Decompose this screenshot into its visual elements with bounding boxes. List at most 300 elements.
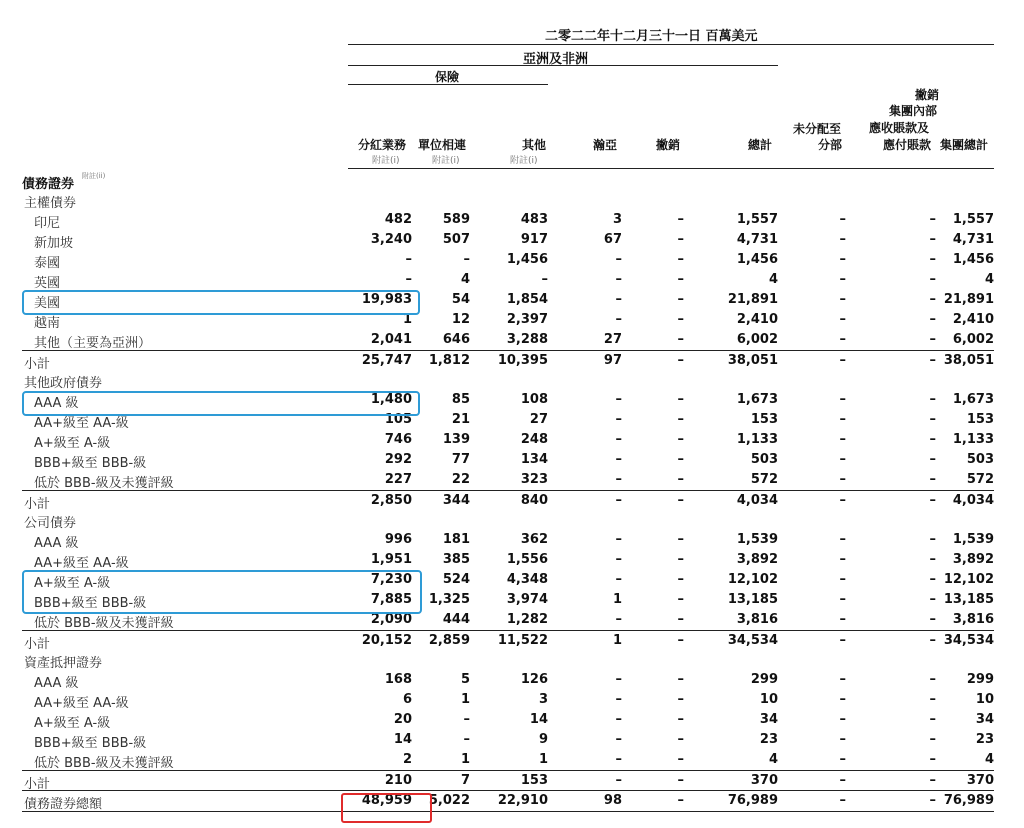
cell-col-0: 19,983	[361, 292, 412, 307]
row-label: AAA 級	[34, 396, 79, 411]
cell-col-8: 3,816	[952, 612, 994, 627]
cell-col-4: –	[677, 732, 684, 747]
cell-col-8: 34,534	[943, 633, 994, 648]
row-label: A+級至 A-級	[34, 576, 111, 591]
cell-col-8: 23	[975, 732, 994, 747]
cell-col-8: 153	[966, 412, 994, 427]
cell-col-1: 1,325	[428, 592, 470, 607]
cell-col-4: –	[677, 432, 684, 447]
row-label: BBB+級至 BBB-級	[34, 736, 147, 751]
cell-col-2: 11,522	[497, 633, 548, 648]
cell-col-4: –	[677, 672, 684, 687]
cell-col-5: 21,891	[727, 292, 778, 307]
table-row	[0, 550, 1024, 570]
cell-col-1: 4	[460, 272, 470, 287]
highlight-corporate-a-bbb	[22, 570, 422, 614]
cell-col-1: –	[463, 732, 470, 747]
table-row	[0, 470, 1024, 490]
cell-col-8: 1,456	[952, 252, 994, 267]
col-header-unallocated-l2: 分部	[818, 138, 843, 152]
cell-col-4: –	[677, 412, 684, 427]
cell-col-7: –	[929, 252, 936, 267]
cell-col-6: –	[839, 633, 846, 648]
highlight-us-participating	[22, 290, 420, 315]
cell-col-8: 21,891	[943, 292, 994, 307]
cell-col-4: –	[677, 292, 684, 307]
cell-col-3: –	[615, 773, 622, 788]
cell-col-6: –	[839, 332, 846, 347]
table-row	[0, 330, 1024, 350]
row-label: AA+級至 AA-級	[34, 556, 129, 571]
cell-col-8: 1,673	[952, 392, 994, 407]
cell-col-5: 23	[759, 732, 778, 747]
cell-col-6: –	[839, 392, 846, 407]
col-header-unit-linked: 單位相連	[418, 138, 467, 152]
cell-col-5: 153	[750, 412, 778, 427]
table-row	[0, 690, 1024, 710]
cell-col-6: –	[839, 592, 846, 607]
cell-col-1: 589	[442, 212, 470, 227]
cell-col-6: –	[839, 232, 846, 247]
cell-col-6: –	[839, 252, 846, 267]
section-row	[0, 510, 1024, 530]
col-header-total: 總計	[748, 138, 773, 152]
cell-col-4: –	[677, 353, 684, 368]
cell-col-6: –	[839, 272, 846, 287]
cell-col-3: –	[615, 732, 622, 747]
cell-col-4: –	[677, 612, 684, 627]
cell-col-4: –	[677, 332, 684, 347]
cell-col-7: –	[929, 793, 936, 808]
cell-col-7: –	[929, 332, 936, 347]
row-label: 印尼	[34, 216, 61, 231]
cell-col-1: 646	[442, 332, 470, 347]
cell-col-3: –	[615, 472, 622, 487]
cell-col-7: –	[929, 232, 936, 247]
cell-col-3: 3	[612, 212, 622, 227]
row-label: 債務證券總額	[24, 797, 103, 812]
cell-col-5: 34	[759, 712, 778, 727]
cell-col-8: 38,051	[943, 353, 994, 368]
cell-col-7: –	[929, 532, 936, 547]
cell-col-5: 2,410	[736, 312, 778, 327]
col-header-group-total: 集團總計	[940, 138, 989, 152]
cell-col-2: 14	[529, 712, 548, 727]
cell-col-1: 7	[460, 773, 470, 788]
cell-col-3: 1	[612, 592, 622, 607]
section-row	[0, 190, 1024, 210]
cell-col-2: 1,854	[506, 292, 548, 307]
cell-col-7: –	[929, 732, 936, 747]
cell-col-2: 108	[520, 392, 548, 407]
cell-col-0: 2,041	[370, 332, 412, 347]
cell-col-2: 126	[520, 672, 548, 687]
table-top-title: 二零二二年十二月三十一日 百萬美元	[545, 29, 758, 44]
cell-col-6: –	[839, 692, 846, 707]
cell-col-7: –	[929, 212, 936, 227]
cell-col-5: 13,185	[727, 592, 778, 607]
row-label: 小計	[24, 777, 51, 792]
cell-col-5: 4,034	[736, 493, 778, 508]
cell-col-2: 3,288	[506, 332, 548, 347]
cell-col-2: 3	[538, 692, 548, 707]
cell-col-0: 3,240	[370, 232, 412, 247]
row-label: 越南	[34, 316, 61, 331]
cell-col-3: –	[615, 432, 622, 447]
col-header-other: 其他	[522, 138, 547, 152]
cell-col-3: –	[615, 552, 622, 567]
cell-col-3: –	[615, 412, 622, 427]
col-header-eastspring: 瀚亞	[593, 138, 618, 152]
cell-col-6: –	[839, 773, 846, 788]
cell-col-4: –	[677, 272, 684, 287]
cell-col-7: –	[929, 272, 936, 287]
table-title: 債務證券	[22, 177, 75, 192]
cell-col-7: –	[929, 773, 936, 788]
section-row	[0, 650, 1024, 670]
row-label: 資產抵押證券	[24, 656, 103, 671]
cell-col-7: –	[929, 292, 936, 307]
cell-col-1: 1	[460, 752, 470, 767]
col-note-unit-linked: 附註(i)	[432, 156, 460, 166]
cell-col-7: –	[929, 353, 936, 368]
cell-col-7: –	[929, 592, 936, 607]
table-row	[0, 430, 1024, 450]
cell-col-6: –	[839, 212, 846, 227]
cell-col-1: 12	[451, 312, 470, 327]
cell-col-1: 5	[460, 672, 470, 687]
cell-col-6: –	[839, 472, 846, 487]
cell-col-3: –	[615, 493, 622, 508]
cell-col-4: –	[677, 252, 684, 267]
cell-col-5: 1,557	[736, 212, 778, 227]
row-label: 其他（主要為亞洲）	[34, 336, 152, 351]
cell-col-1: 22	[451, 472, 470, 487]
row-label: 小計	[24, 637, 51, 652]
cell-col-0: 2,850	[370, 493, 412, 508]
total-row	[22, 790, 994, 812]
cell-col-7: –	[929, 752, 936, 767]
cell-col-5: 10	[759, 692, 778, 707]
row-label: 低於 BBB-級及未獲評級	[34, 756, 174, 771]
cell-col-5: 4	[768, 752, 778, 767]
row-label: 其他政府債券	[24, 376, 103, 391]
cell-col-2: 2,397	[506, 312, 548, 327]
col-header-unallocated-l1: 未分配至	[793, 122, 842, 136]
cell-col-8: 1,539	[952, 532, 994, 547]
cell-col-4: –	[677, 452, 684, 467]
cell-col-5: 503	[750, 452, 778, 467]
cell-col-0: 746	[384, 432, 412, 447]
cell-col-8: 572	[966, 472, 994, 487]
cell-col-5: 34,534	[727, 633, 778, 648]
cell-col-7: –	[929, 672, 936, 687]
cell-col-6: –	[839, 732, 846, 747]
row-label: 英國	[34, 276, 61, 291]
cell-col-3: –	[615, 572, 622, 587]
cell-col-4: –	[677, 493, 684, 508]
cell-col-0: 14	[393, 732, 412, 747]
cell-col-4: –	[677, 532, 684, 547]
cell-col-0: 6	[402, 692, 412, 707]
col-note-other: 附註(i)	[510, 156, 538, 166]
cell-col-5: 76,989	[727, 793, 778, 808]
cell-col-8: 1,133	[952, 432, 994, 447]
cell-col-6: –	[839, 493, 846, 508]
cell-col-2: 323	[520, 472, 548, 487]
cell-col-2: 1	[538, 752, 548, 767]
cell-col-3: –	[615, 532, 622, 547]
cell-col-2: 10,395	[497, 353, 548, 368]
cell-col-4: –	[677, 392, 684, 407]
cell-col-7: –	[929, 472, 936, 487]
cell-col-0: 25,747	[361, 353, 412, 368]
cell-col-7: –	[929, 412, 936, 427]
subtotal-row	[22, 350, 994, 371]
row-label: 新加坡	[34, 236, 74, 251]
cell-col-8: 370	[966, 773, 994, 788]
col-header-elimination: 撇銷	[656, 138, 681, 152]
cell-col-3: 67	[603, 232, 622, 247]
row-label: 主權債券	[24, 196, 77, 211]
cell-col-5: 4	[768, 272, 778, 287]
cell-col-3: –	[615, 272, 622, 287]
subtotal-row	[22, 490, 994, 511]
cell-col-1: 77	[451, 452, 470, 467]
cell-col-6: –	[839, 312, 846, 327]
cell-col-2: 248	[520, 432, 548, 447]
top-title-rule	[348, 44, 994, 45]
cell-col-7: –	[929, 572, 936, 587]
row-label: 低於 BBB-級及未獲評級	[34, 616, 174, 631]
cell-col-5: 370	[750, 773, 778, 788]
row-label: AAA 級	[34, 676, 79, 691]
cell-col-0: 210	[384, 773, 412, 788]
col-header-intragroup-l3: 應收賬款及	[869, 121, 930, 135]
cell-col-3: –	[615, 612, 622, 627]
row-label: A+級至 A-級	[34, 436, 111, 451]
cell-col-1: 385	[442, 552, 470, 567]
cell-col-1: 1	[460, 692, 470, 707]
cell-col-0: 105	[384, 412, 412, 427]
col-header-participating: 分紅業務	[358, 138, 407, 152]
cell-col-0: 292	[384, 452, 412, 467]
cell-col-2: 362	[520, 532, 548, 547]
cell-col-1: 21	[451, 412, 470, 427]
col-header-intragroup-l4: 應付賬款	[883, 138, 932, 152]
cell-col-1: 524	[442, 572, 470, 587]
col-note-participating: 附註(i)	[372, 156, 400, 166]
cell-col-2: 840	[520, 493, 548, 508]
cell-col-1: 507	[442, 232, 470, 247]
table-row	[0, 210, 1024, 230]
subtotal-row	[22, 630, 994, 651]
row-label: AA+級至 AA-級	[34, 696, 129, 711]
cell-col-2: 9	[538, 732, 548, 747]
cell-col-3: –	[615, 672, 622, 687]
cell-col-6: –	[839, 353, 846, 368]
cell-col-4: –	[677, 633, 684, 648]
cell-col-7: –	[929, 712, 936, 727]
table-row	[0, 530, 1024, 550]
table-row	[0, 670, 1024, 690]
cell-col-3: –	[615, 392, 622, 407]
table-row	[0, 270, 1024, 290]
cell-col-4: –	[677, 312, 684, 327]
cell-col-4: –	[677, 692, 684, 707]
group-asia-africa: 亞洲及非洲	[523, 52, 589, 67]
group-insurance-rule	[348, 84, 548, 85]
cell-col-8: 4,731	[952, 232, 994, 247]
cell-col-3: –	[615, 752, 622, 767]
cell-col-8: 4,034	[952, 493, 994, 508]
cell-col-6: –	[839, 752, 846, 767]
cell-col-8: 4	[984, 752, 994, 767]
cell-col-1: 1,812	[428, 353, 470, 368]
table-row	[0, 450, 1024, 470]
cell-col-0: 20	[393, 712, 412, 727]
cell-col-3: –	[615, 312, 622, 327]
cell-col-0: –	[405, 272, 412, 287]
cell-col-2: 1,456	[506, 252, 548, 267]
cell-col-8: 299	[966, 672, 994, 687]
cell-col-8: 13,185	[943, 592, 994, 607]
cell-col-5: 12,102	[727, 572, 778, 587]
cell-col-4: –	[677, 752, 684, 767]
cell-col-1: 54	[451, 292, 470, 307]
cell-col-3: –	[615, 452, 622, 467]
cell-col-8: 6,002	[952, 332, 994, 347]
cell-col-4: –	[677, 232, 684, 247]
row-label: 泰國	[34, 256, 61, 271]
table-row	[0, 230, 1024, 250]
cell-col-5: 1,456	[736, 252, 778, 267]
cell-col-0: 7,885	[370, 592, 412, 607]
cell-col-2: 1,282	[506, 612, 548, 627]
cell-col-8: 1,557	[952, 212, 994, 227]
cell-col-2: 4,348	[506, 572, 548, 587]
group-asia-rule	[348, 65, 778, 66]
cell-col-7: –	[929, 312, 936, 327]
cell-col-6: –	[839, 572, 846, 587]
cell-col-8: 10	[975, 692, 994, 707]
cell-col-7: –	[929, 392, 936, 407]
cell-col-1: 344	[442, 493, 470, 508]
cell-col-5: 1,673	[736, 392, 778, 407]
cell-col-5: 3,892	[736, 552, 778, 567]
cell-col-4: –	[677, 592, 684, 607]
cell-col-6: –	[839, 712, 846, 727]
cell-col-4: –	[677, 712, 684, 727]
cell-col-1: –	[463, 252, 470, 267]
row-label: 小計	[24, 357, 51, 372]
cell-col-1: 5,022	[428, 793, 470, 808]
row-label: AA+級至 AA-級	[34, 416, 129, 431]
subtotal-row	[22, 770, 994, 791]
cell-col-1: –	[463, 712, 470, 727]
cell-col-6: –	[839, 412, 846, 427]
highlight-total-participating	[341, 793, 432, 823]
cell-col-0: 7,230	[370, 572, 412, 587]
cell-col-4: –	[677, 773, 684, 788]
cell-col-2: 22,910	[497, 793, 548, 808]
highlight-aaa-other-gov	[22, 391, 420, 416]
cell-col-8: 503	[966, 452, 994, 467]
cell-col-0: –	[405, 252, 412, 267]
table-row	[0, 250, 1024, 270]
cell-col-5: 6,002	[736, 332, 778, 347]
cell-col-8: 34	[975, 712, 994, 727]
cell-col-7: –	[929, 612, 936, 627]
col-header-intragroup-l2: 集團內部	[889, 104, 938, 118]
cell-col-1: 444	[442, 612, 470, 627]
section-row	[0, 370, 1024, 390]
cell-col-1: 181	[442, 532, 470, 547]
cell-col-0: 1,951	[370, 552, 412, 567]
column-header-rule	[348, 168, 994, 169]
cell-col-6: –	[839, 432, 846, 447]
table-title-note: 附註(ii)	[82, 172, 106, 180]
cell-col-7: –	[929, 493, 936, 508]
cell-col-5: 572	[750, 472, 778, 487]
table-row	[0, 730, 1024, 750]
row-label: A+級至 A-級	[34, 716, 111, 731]
cell-col-5: 38,051	[727, 353, 778, 368]
cell-col-4: –	[677, 472, 684, 487]
cell-col-2: 3,974	[506, 592, 548, 607]
row-label: 公司債券	[24, 516, 77, 531]
cell-col-6: –	[839, 672, 846, 687]
cell-col-6: –	[839, 292, 846, 307]
cell-col-3: 27	[603, 332, 622, 347]
cell-col-2: 134	[520, 452, 548, 467]
cell-col-6: –	[839, 612, 846, 627]
cell-col-8: 3,892	[952, 552, 994, 567]
cell-col-0: 168	[384, 672, 412, 687]
cell-col-0: 48,959	[361, 793, 412, 808]
row-label: BBB+級至 BBB-級	[34, 456, 147, 471]
cell-col-0: 2,090	[370, 612, 412, 627]
cell-col-1: 2,859	[428, 633, 470, 648]
cell-col-4: –	[677, 552, 684, 567]
cell-col-3: –	[615, 252, 622, 267]
cell-col-7: –	[929, 432, 936, 447]
cell-col-7: –	[929, 452, 936, 467]
cell-col-3: 1	[612, 633, 622, 648]
cell-col-0: 2	[402, 752, 412, 767]
cell-col-7: –	[929, 692, 936, 707]
cell-col-5: 3,816	[736, 612, 778, 627]
cell-col-2: 27	[529, 412, 548, 427]
cell-col-2: 153	[520, 773, 548, 788]
cell-col-6: –	[839, 793, 846, 808]
cell-col-2: 483	[520, 212, 548, 227]
cell-col-1: 139	[442, 432, 470, 447]
row-label: 低於 BBB-級及未獲評級	[34, 476, 174, 491]
cell-col-0: 1,480	[370, 392, 412, 407]
cell-col-5: 1,539	[736, 532, 778, 547]
cell-col-0: 227	[384, 472, 412, 487]
cell-col-0: 1	[402, 312, 412, 327]
cell-col-8: 12,102	[943, 572, 994, 587]
cell-col-8: 2,410	[952, 312, 994, 327]
cell-col-3: –	[615, 712, 622, 727]
cell-col-3: 97	[603, 353, 622, 368]
row-label: 小計	[24, 497, 51, 512]
cell-col-3: 98	[603, 793, 622, 808]
cell-col-5: 299	[750, 672, 778, 687]
cell-col-6: –	[839, 532, 846, 547]
